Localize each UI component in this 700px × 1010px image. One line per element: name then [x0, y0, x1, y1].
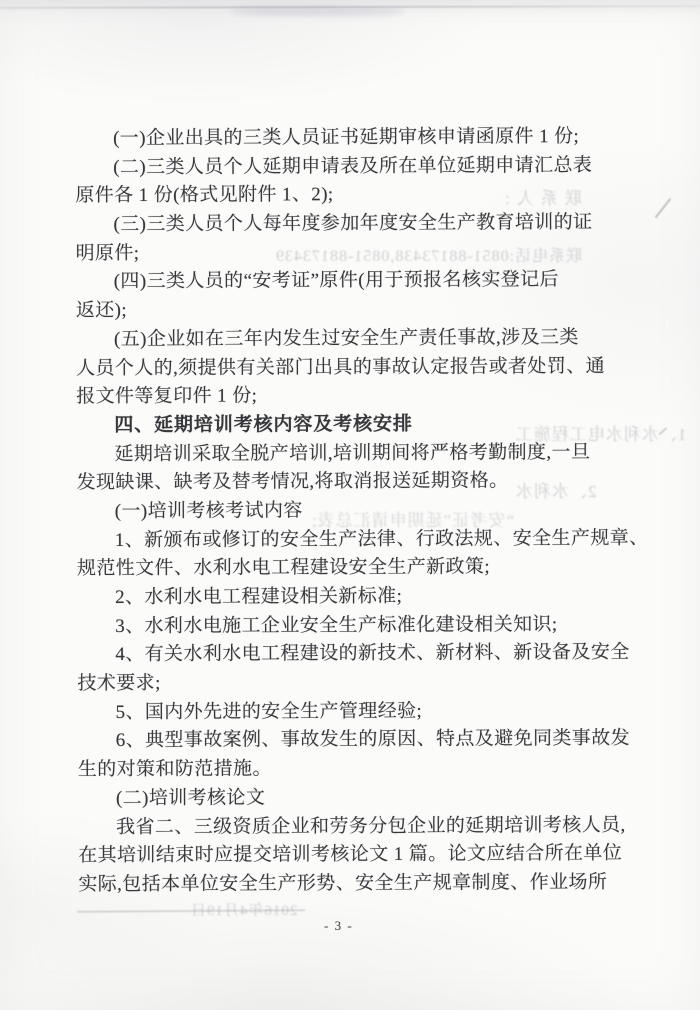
text-line: 在其培训结束时应提交培训考核论文 1 篇。论文应结合所在单位	[78, 843, 623, 867]
text-line: (二)三类人员个人延期申请表及所在单位延期申请汇总表	[113, 154, 593, 178]
bleedthrough-attachment2-line: 2、水利水	[514, 482, 596, 501]
text-line: 6、典型事故案例、事故发生的原因、特点及避免同类事故发	[115, 728, 631, 752]
text-line: 实际,包括本单位安全生产形势、安全生产规章制度、作业场所	[78, 871, 608, 896]
bleedthrough-date-line: 2016年4月19日	[190, 903, 298, 919]
text-line: 5、国内外先进的安全生产管理经验;	[115, 700, 423, 723]
text-line: 报文件等复印件 1 份;	[76, 385, 258, 408]
bleedthrough-summary-line: “安考证”延期申请汇总表;	[311, 511, 514, 530]
crease-mark	[655, 198, 671, 218]
text-line: 人员个人的,须提供有关部门出具的事故认定报告或者处罚、通	[76, 355, 606, 379]
text-line: 1、新颁布或修订的安全生产法律、行政法规、安全生产规章、	[114, 527, 649, 551]
page-number: - 3 -	[324, 918, 354, 933]
text-line: 我省二、三级资质企业和劳务分包企业的延期培训考核人员,	[116, 814, 626, 838]
text-line: 生的对策和防范措施。	[77, 758, 272, 781]
text-line: (二)培训考核论文	[115, 787, 266, 809]
text-line: (一)企业出具的三类人员证书延期审核申请函原件 1 份;	[113, 126, 580, 150]
text-line: (五)企业如在三年内发生过安全生产责任事故,涉及三类	[113, 326, 579, 350]
heading-line: 四、延期培训考核内容及考核安排	[114, 413, 413, 436]
text-line: 3、水利水电施工企业安全生产标准化建设相关知识;	[115, 613, 558, 637]
text-line: (三)三类人员个人每年度参加年度安全生产教育培训的证	[113, 212, 593, 236]
text-line: 2、水利水电工程建设相关新标准;	[115, 585, 403, 609]
text-line: 4、有关水利水电工程建设的新技术、新材料、新设备及安全	[115, 642, 630, 666]
document-body	[75, 123, 649, 900]
text-line: 发现缺课、缺考及替考情况,将取消报送延期资格。	[76, 470, 509, 494]
text-line: 规范性文件、水利水电工程建设安全生产新政策;	[76, 556, 491, 580]
scan-smudge	[230, 7, 405, 16]
bleedthrough-phone-line: 联系电话:0851-88173438,0851-88173439	[274, 248, 582, 265]
text-line: 原件各 1 份(格式见附件 1、2);	[75, 184, 334, 207]
text-line: 返还);	[75, 300, 128, 322]
text-line: 技术要求;	[77, 672, 161, 695]
bleedthrough-contact-line: 联系人:	[498, 189, 582, 208]
bleedthrough-attachment1-line: 1、水利水电工程施工	[514, 425, 686, 444]
text-line: (四)三类人员的“安考证”原件(用于预报名核实登记后	[113, 269, 559, 293]
text-line: (一)培训考核考试内容	[114, 500, 303, 522]
text-line: 延期培训采取全脱产培训,培训期间将严格考勤制度,一旦	[114, 441, 591, 465]
text-line: 明原件;	[75, 242, 140, 264]
